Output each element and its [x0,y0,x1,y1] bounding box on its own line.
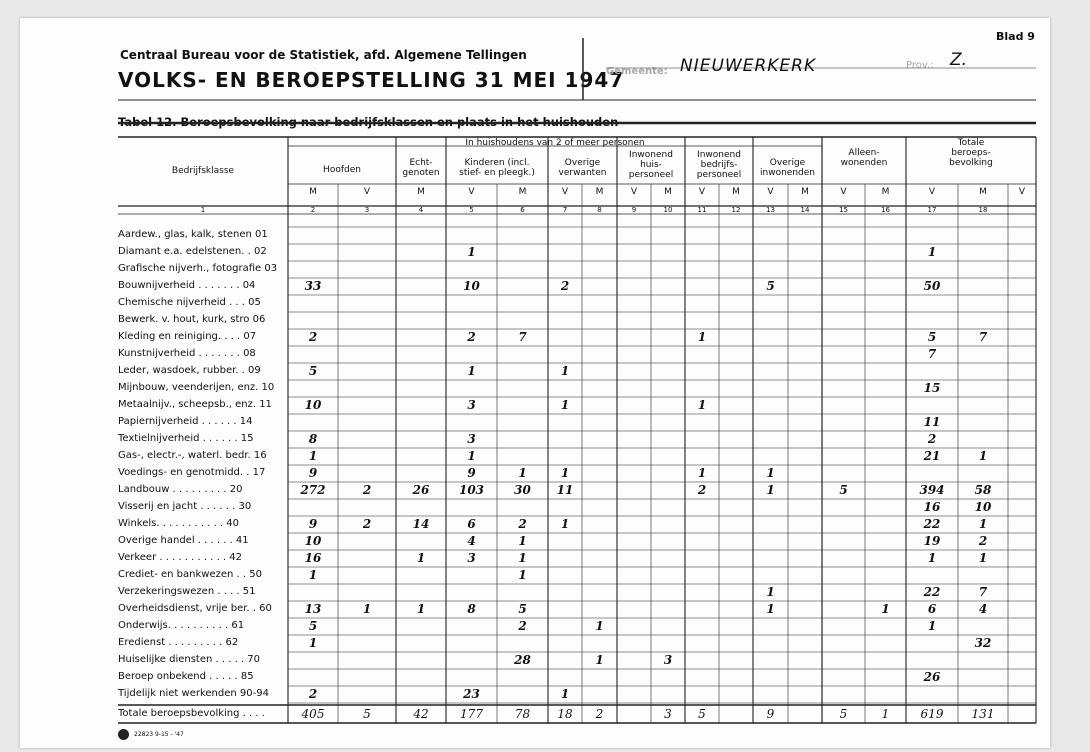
inwonend-bedrijfspersoneel-header: Inwonend bedrijfs- personeel [696,150,742,180]
table-cell: 58 [974,483,992,497]
row-label: Chemische nijverheid . . . 05 [118,297,261,308]
table-cell: 7 [978,330,988,344]
table-cell: 33 [304,279,322,293]
row-label: Gas-, electr.-, waterl. bedr. 16 [118,450,267,461]
row-label: Mijnbouw, veenderijen, enz. 10 [118,382,275,393]
table-cell: 1 [560,398,570,412]
alleenwonenden-header: Alleen- wonenden [840,148,888,168]
table-cell: 6 [467,517,476,531]
table-cell: 10 [304,398,322,412]
table-cell: 23 [463,687,480,701]
table-cell: 1 [362,602,372,616]
mv-label: M [732,187,740,197]
mv-label: M [309,187,317,197]
total-cell: 18 [557,707,573,721]
table-cell: 4 [467,534,476,548]
row-label: Bouwnijverheid . . . . . . . 04 [118,280,256,291]
table-cell: 1 [560,517,570,531]
row-label: Verzekeringswezen . . . . 51 [118,586,256,597]
table-cell: 28 [514,653,531,667]
table-cell: 1 [416,551,426,565]
mv-label: V [363,187,371,197]
row-label: Metaalnijv., scheepsb., enz. 11 [118,399,272,410]
table-cell: 1 [308,449,318,463]
mv-label: V [630,187,638,197]
row-label: Onderwijs. . . . . . . . . . 61 [118,620,245,631]
row-label: Winkels. . . . . . . . . . . 40 [118,518,240,529]
table-cell: 1 [766,602,775,616]
table-cell: 16 [923,500,941,514]
column-number: 3 [364,206,370,214]
mv-label: M [801,187,809,197]
row-label: Textielnijverheid . . . . . . 15 [118,433,254,444]
table-cell: 11 [923,415,941,429]
table-cell: 5 [518,602,527,616]
table-cell: 2 [927,432,937,446]
table-cell: 8 [467,602,476,616]
table-cell: 16 [304,551,322,565]
mv-label: V [928,187,936,197]
table-cell: 10 [304,534,322,548]
mv-label: V [698,187,706,197]
table-cell: 3 [467,432,476,446]
table-cell: 1 [927,245,937,259]
column-number: 11 [697,206,707,214]
table-cell: 2 [518,517,527,531]
table-cell: 1 [560,687,570,701]
table-cell: 1 [467,449,476,463]
column-number: 7 [562,206,568,214]
table-cell: 1 [595,653,604,667]
column-number: 12 [731,206,741,214]
row-label: Beroep onbekend . . . . . 85 [118,671,254,682]
table-cell: 1 [766,585,775,599]
mv-label: M [595,187,604,197]
table-cell: 1 [467,364,476,378]
gemeente-label: Gemeente: [606,66,668,77]
row-label: Voedings- en genotmidd. . 17 [118,467,266,478]
row-label: Landbouw . . . . . . . . . 20 [118,484,243,495]
row-label: Aardew., glas, kalk, stenen 01 [118,229,268,240]
table-cell: 26 [923,670,941,684]
table-cell: 19 [923,534,941,548]
column-number: 15 [839,206,848,214]
table-cell: 1 [308,568,318,582]
row-label: Diamant e.a. edelstenen. . 02 [118,246,267,257]
print-code: 22823 9-15 - '47 [134,731,184,738]
column-number: 5 [469,206,474,214]
total-cell: 177 [460,707,483,721]
column-number: 17 [927,206,937,214]
overige-verwanten-header: Overige verwanten [558,158,607,178]
table-cell: 14 [412,517,430,531]
row-label: Overige handel . . . . . . 41 [118,535,249,546]
table-cell: 22 [923,517,941,531]
row-label: Crediet- en bankwezen . . 50 [118,569,262,580]
column-number: 4 [418,206,424,214]
table-cell: 2 [362,483,372,497]
echtgenoten-header: Echt- genoten [402,158,440,178]
table-cell: 103 [458,483,485,497]
table-cell: 1 [518,568,527,582]
column-number: 16 [881,206,890,214]
table-cell: 7 [978,585,988,599]
table-cell: 9 [308,466,318,480]
mv-label: M [881,187,890,197]
table-cell: 2 [560,279,570,293]
table-cell: 1 [560,466,570,480]
table-cell: 1 [927,551,937,565]
table-cell: 1 [518,551,527,565]
inwonend-huispersoneel-header: Inwonend huis- personeel [628,150,674,180]
mv-label: M [979,187,987,197]
prov-value: Z. [950,50,968,70]
row-label: Tijdelijk niet werkenden 90-94 [118,688,269,699]
total-cell: 619 [920,707,944,721]
table-cell: 5 [766,279,775,293]
table-cell: 1 [927,619,937,633]
table-cell: 2 [697,483,707,497]
table-cell: 5 [308,364,318,378]
prov-label: Prov.: [906,60,934,71]
table-cell: 15 [923,381,941,395]
table-cell: 10 [463,279,480,293]
bedrijfsklasse-header: Bedrijfsklasse [171,166,235,176]
table-cell: 1 [978,551,988,565]
total-cell: 9 [766,707,775,721]
total-cell: 3 [664,707,672,721]
table-cell: 1 [881,602,890,616]
table-cell: 11 [556,483,574,497]
table-cell: 2 [978,534,988,548]
table-cell: 1 [978,449,988,463]
table-cell: 3 [663,653,673,667]
column-number: 8 [597,206,602,214]
table-cell: 9 [467,466,476,480]
mv-label: V [840,187,847,197]
row-label: Leder, wasdoek, rubber. . 09 [118,365,261,376]
table-cell: 2 [467,330,476,344]
table-cell: 1 [467,245,476,259]
row-label: Papiernijverheid . . . . . . 14 [118,416,253,427]
row-label: Huiselijke diensten . . . . . 70 [118,654,261,665]
total-cell: 42 [413,707,429,721]
totale-beroepsbevolking-header: Totale beroeps- bevolking [949,138,993,168]
table-cell: 21 [923,449,941,463]
total-cell: 5 [363,707,371,721]
table-cell: 5 [839,483,848,497]
row-label: Verkeer . . . . . . . . . . . 42 [118,552,243,563]
table-cell: 1 [766,483,775,497]
row-label: Kunstnijverheid . . . . . . . 08 [118,348,256,359]
row-label: Grafische nijverh., fotografie 03 [118,263,278,274]
table-cell: 2 [518,619,527,633]
table-cell: 10 [974,500,992,514]
table-cell: 1 [308,636,318,650]
table-cell: 22 [923,585,941,599]
table-cell: 1 [978,517,988,531]
total-cell: 1 [881,707,890,721]
gemeente-value: NIEUWERKERK [680,56,817,76]
hoofden-header: Hoofden [323,165,361,175]
household-group-header: In huishoudens van 2 of meer personen [465,138,645,148]
table-cell: 1 [697,330,707,344]
bureau-name: Centraal Bureau voor de Statistiek, afd. Algemene Tellingen [120,48,527,62]
table-cell: 1 [766,466,775,480]
table-cell: 8 [308,432,318,446]
table-cell: 1 [416,602,426,616]
table-cell: 1 [697,466,707,480]
mv-label: V [767,187,774,197]
overige-inwonenden-header: Overige inwonenden [760,158,815,178]
table-title: Tabel 12. Beroepsbevolking naar bedrijfsklassen en plaats in het huishouden [118,115,619,129]
total-cell: 405 [301,707,325,721]
mv-label: V [1018,187,1026,197]
table-cell: 2 [308,687,318,701]
document-title: VOLKS- EN BEROEPSTELLING 31 MEI 1947 [118,68,625,92]
mv-label: M [518,187,527,197]
mv-label: M [664,187,672,197]
table-cell: 1 [697,398,707,412]
row-label: Eredienst . . . . . . . . . 62 [118,637,239,648]
table-cell: 1 [560,364,570,378]
column-number: 9 [631,206,637,214]
table-cell: 50 [923,279,941,293]
sheet-number: Blad 9 [996,30,1035,43]
table-cell: 32 [974,636,992,650]
row-label: Overheidsdienst, vrije ber. . 60 [118,603,272,614]
total-cell: 78 [514,707,531,721]
table-cell: 2 [308,330,318,344]
column-number: 18 [978,206,988,214]
table-cell: 5 [308,619,318,633]
column-number: 6 [520,206,525,214]
total-cell: 2 [595,707,604,721]
column-number: 13 [766,206,775,214]
row-label: Visserij en jacht . . . . . . 30 [118,501,252,512]
table-cell: 30 [514,483,531,497]
table-cell: 1 [595,619,604,633]
cbs-logo-icon [118,729,129,740]
table-cell: 5 [927,330,937,344]
column-number: 10 [663,206,673,214]
table-cell: 1 [518,534,527,548]
table-cell: 394 [919,483,945,497]
table-cell: 9 [308,517,318,531]
totals-label: Totale beroepsbevolking . . . . [118,708,265,719]
table-cell: 7 [927,347,937,361]
column-number: 2 [310,206,316,214]
kinderen-header: Kinderen (incl. stief- en pleegk.) [459,158,535,178]
mv-label: V [468,187,475,197]
total-cell: 5 [698,707,706,721]
column-number: 14 [800,206,810,214]
total-cell: 131 [971,707,995,721]
column-number: 1 [200,206,206,214]
mv-label: M [417,187,425,197]
table-cell: 4 [978,602,988,616]
table-cell: 26 [412,483,430,497]
table-cell: 2 [362,517,372,531]
row-label: Kleding en reiniging. . . . 07 [118,331,257,342]
table-cell: 272 [300,483,326,497]
table-cell: 3 [467,551,476,565]
table-cell: 13 [304,602,322,616]
mv-label: V [561,187,569,197]
table-cell: 3 [467,398,476,412]
table-cell: 6 [927,602,937,616]
total-cell: 5 [839,707,848,721]
row-label: Bewerk. v. hout, kurk, stro 06 [118,314,266,325]
table-cell: 1 [518,466,527,480]
table-cell: 7 [518,330,527,344]
